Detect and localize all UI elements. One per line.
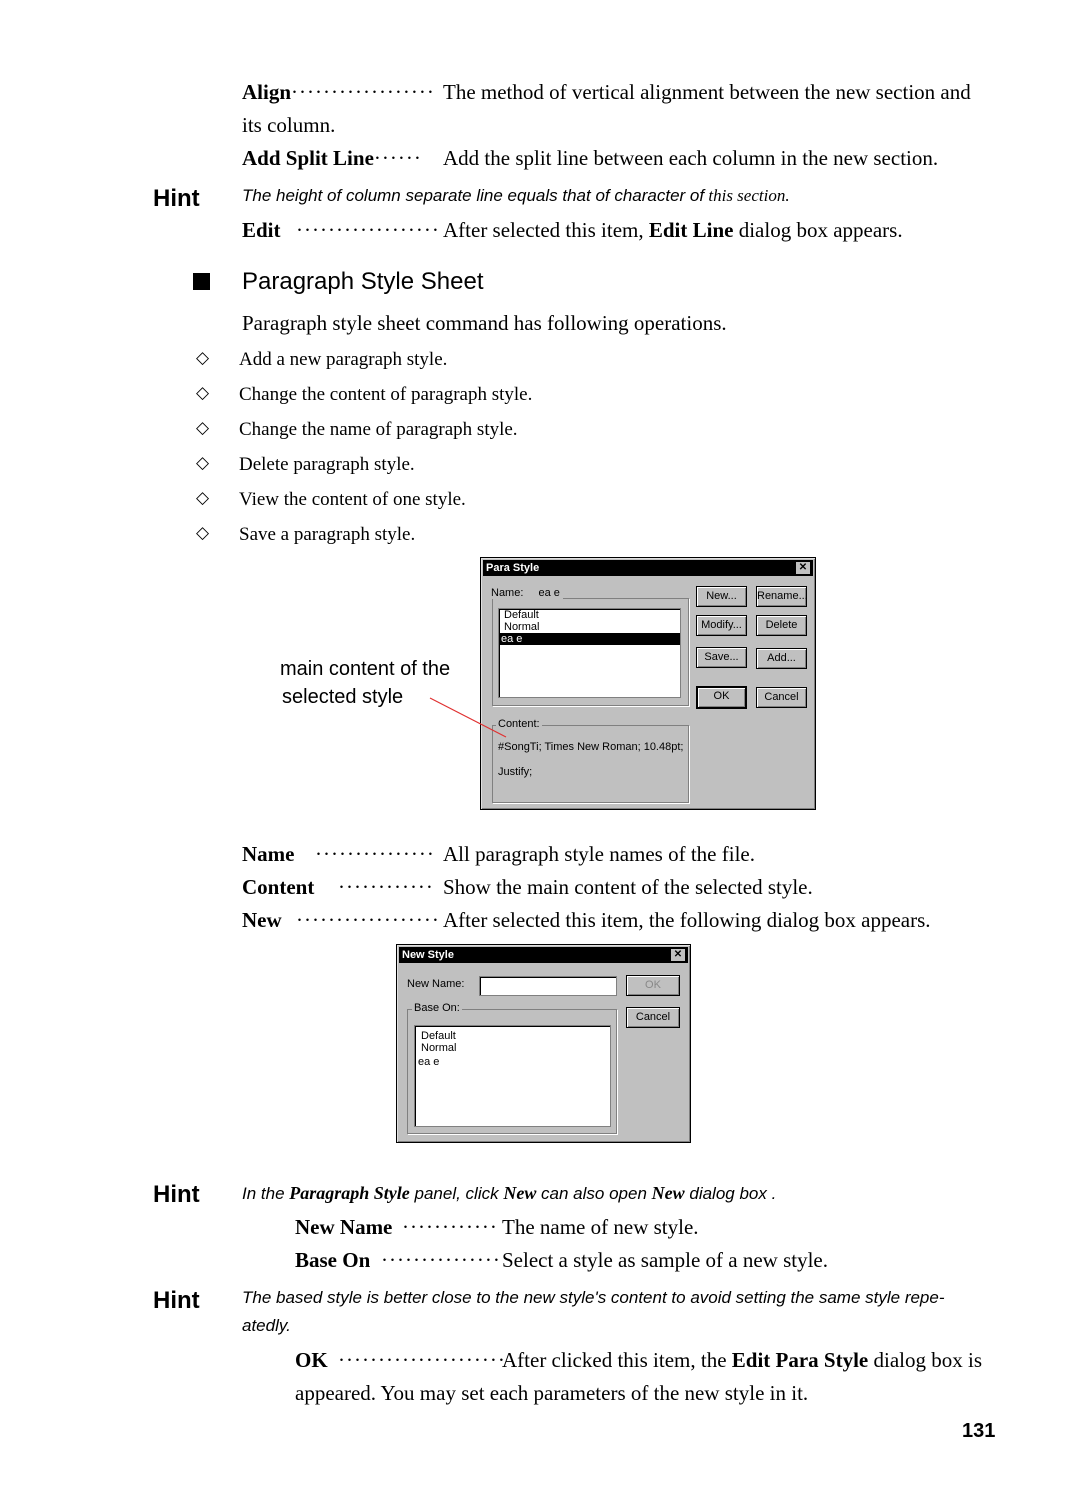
desc-ok-cont: appeared. You may set each parameters of the new style in it. [295, 1381, 809, 1405]
desc-edit-post: dialog box appears. [733, 218, 903, 242]
term-add-split-line: Add Split Line [242, 146, 374, 170]
name-label: Name: [491, 587, 524, 599]
save-button[interactable]: Save... [696, 647, 747, 668]
diamond-outline-icon: ◇ [196, 523, 210, 543]
section-title: Paragraph Style Sheet [242, 268, 484, 295]
hint-label: Hint [153, 1181, 200, 1208]
desc-new-name: The name of new style. [502, 1215, 699, 1239]
desc-ok-bold: Edit Para Style [731, 1348, 869, 1372]
callout-line-1: main content of the [280, 658, 451, 680]
desc-content: Show the main content of the selected style. [443, 875, 813, 899]
hint-text-tail: this section. [704, 186, 790, 205]
list-item[interactable]: Normal [421, 1042, 457, 1054]
hint-part: dialog box . [684, 1184, 777, 1203]
term-ok: OK [295, 1348, 328, 1372]
bullet-item: Delete paragraph style. [239, 454, 415, 475]
diamond-outline-icon: ◇ [196, 348, 210, 368]
leader-dots: ············ [402, 1215, 498, 1239]
rename-button[interactable]: Rename... [756, 586, 807, 607]
diamond-outline-icon: ◇ [196, 453, 210, 473]
hint-label: Hint [153, 185, 200, 212]
hint-bold: New [651, 1183, 685, 1203]
hint-text [242, 1183, 776, 1204]
desc-edit-pre: After selected this item, [443, 218, 649, 242]
list-item[interactable]: Normal [504, 621, 540, 633]
name-value: ea e [538, 587, 560, 599]
new-name-label: New Name: [407, 978, 465, 990]
leader-dots: ············ [338, 875, 434, 899]
hint-text-line-1: The based style is better close to the new style's content to avoid setting the same style repe- [242, 1288, 945, 1307]
new-button[interactable]: New... [696, 586, 747, 607]
list-item[interactable]: ea e [418, 1056, 440, 1068]
dialog-title: Para Style [486, 562, 540, 574]
bullet-item: View the content of one style. [239, 489, 466, 510]
leader-dots: ·················· [296, 908, 440, 932]
desc-new: After selected this item, the following dialog box appears. [443, 908, 931, 932]
leader-dots: ······ [373, 146, 422, 170]
base-on-label: Base On: [414, 1002, 460, 1014]
add-button[interactable]: Add... [756, 648, 807, 669]
hint-text-line-2: atedly. [242, 1316, 291, 1335]
page-number: 131 [962, 1420, 996, 1442]
term-align: Align [242, 80, 292, 104]
term-edit: Edit [242, 218, 281, 242]
new-name-input[interactable] [479, 976, 617, 996]
close-icon[interactable]: ✕ [670, 948, 686, 962]
desc-name: All paragraph style names of the file. [443, 842, 755, 866]
desc-ok-post: dialog box is [868, 1348, 983, 1372]
list-item-selected[interactable]: ea e [499, 633, 680, 645]
section-intro: Paragraph style sheet command has following operations. [242, 311, 727, 335]
new-style-dialog [396, 944, 691, 1143]
diamond-outline-icon: ◇ [196, 488, 210, 508]
content-line-1: #SongTi; Times New Roman; 10.48pt; [498, 741, 684, 753]
leader-dots: ····················· [338, 1348, 506, 1372]
base-on-listbox[interactable] [414, 1025, 611, 1127]
bullet-item: Save a paragraph style. [239, 524, 416, 545]
leader-dots: ··············· [315, 842, 435, 866]
desc-align-cont: its column. [242, 113, 336, 137]
hint-text-main: The height of column separate line equals that of character of [242, 186, 705, 205]
modify-button[interactable]: Modify... [696, 615, 747, 636]
hint-label: Hint [153, 1287, 200, 1314]
desc-ok [502, 1348, 982, 1373]
dialog-title: New Style [402, 949, 454, 961]
ok-button[interactable]: OK [626, 975, 680, 996]
hint-bold: New [503, 1183, 537, 1203]
desc-edit-bold: Edit Line [648, 218, 734, 242]
term-name: Name [242, 842, 295, 866]
leader-dots: ··············· [381, 1248, 501, 1272]
bullet-item: Change the name of paragraph style. [239, 419, 518, 440]
hint-part: can also open [536, 1184, 652, 1203]
callout-line-2: selected style [282, 686, 404, 708]
term-new: New [242, 908, 282, 932]
list-item[interactable]: Default [504, 609, 539, 621]
delete-button[interactable]: Delete [756, 615, 807, 636]
bullet-item: Add a new paragraph style. [239, 349, 448, 370]
cancel-button[interactable]: Cancel [756, 687, 807, 708]
leader-dots: ·················· [291, 80, 435, 104]
desc-ok-pre: After clicked this item, the [502, 1348, 732, 1372]
hint-part: panel, click [409, 1184, 504, 1203]
list-item[interactable]: Default [421, 1030, 456, 1042]
term-content: Content [242, 875, 315, 899]
desc-add-split-line: Add the split line between each column in the new section. [443, 146, 939, 170]
cancel-button[interactable]: Cancel [626, 1007, 680, 1028]
diamond-outline-icon: ◇ [196, 418, 210, 438]
close-icon[interactable]: ✕ [795, 561, 811, 575]
hint-bold: Paragraph Style [289, 1183, 410, 1203]
leader-dots: ·················· [296, 218, 440, 242]
diamond-outline-icon: ◇ [196, 383, 210, 403]
dialog-titlebar [399, 947, 688, 963]
hint-part: In the [242, 1184, 290, 1203]
content-line-2: Justify; [498, 766, 533, 778]
term-new-name: New Name [295, 1215, 393, 1239]
term-base-on: Base On [295, 1248, 371, 1272]
bullet-item: Change the content of paragraph style. [239, 384, 533, 405]
desc-align: The method of vertical alignment between the new section and [443, 80, 971, 104]
content-label: Content: [498, 718, 540, 730]
desc-base-on: Select a style as sample of a new style. [502, 1248, 828, 1272]
ok-button[interactable]: OK [696, 686, 747, 709]
